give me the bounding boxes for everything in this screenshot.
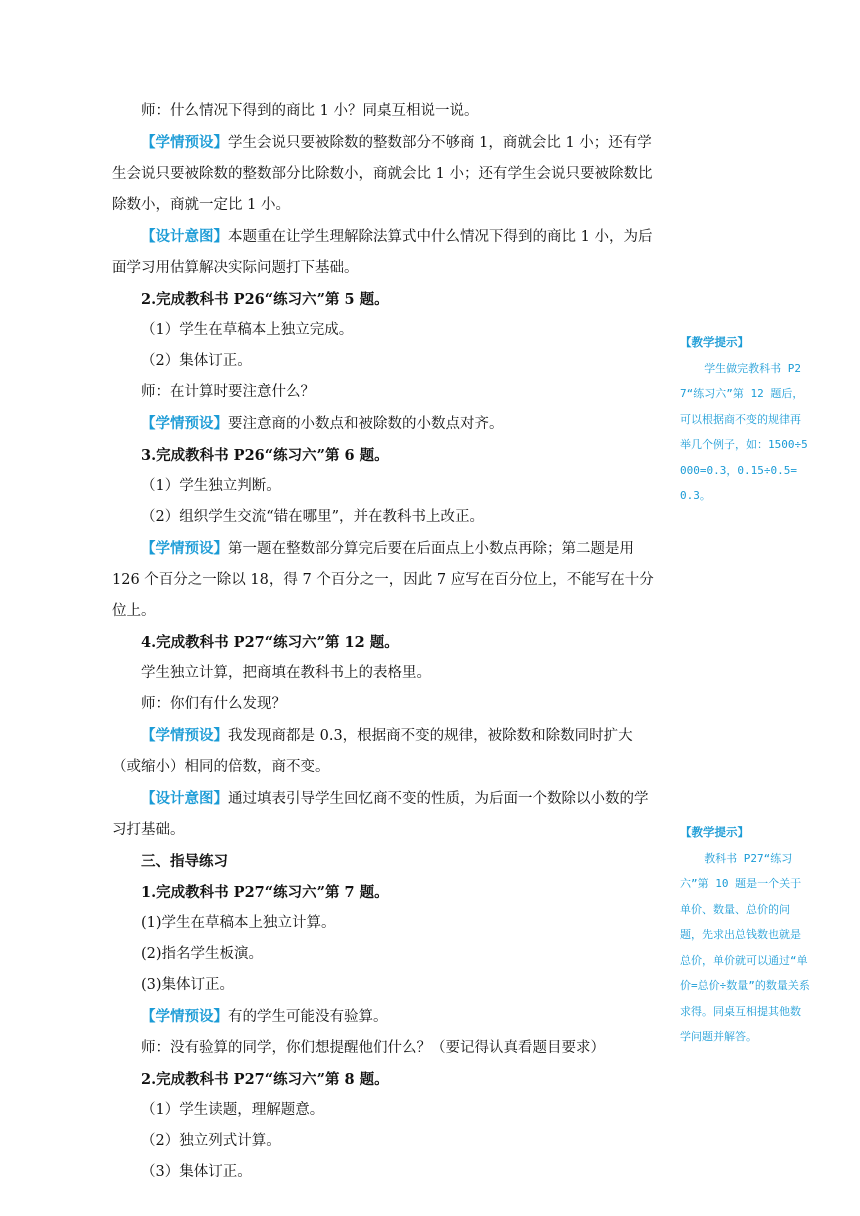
tip-body: 教科书 P27“练习六”第 10 题是一个关于单价、数量、总价的问题，先求出总钱数也就是总价，单价就可以通过“单价=总价÷数量”的数量关系求得。同桌互相提其他数学问题并解答。 [680,851,810,1043]
list-item: （2）组织学生交流“错在哪里”，并在教科书上改正。 [141,509,485,525]
tag-student-preview: 【学情预设】 [141,415,228,432]
teacher-question: 师：你们有什么发现？ [141,696,286,712]
list-item: （2）集体订正。 [141,353,252,369]
tag-student-preview: 【学情预设】 [141,1008,228,1025]
list-item: （1）学生在草稿本上独立完成。 [141,322,354,338]
exercise-heading: 1.完成教科书 P27“练习六”第 7 题。 [141,884,389,901]
main-content [112,96,660,1188]
paragraph: 【学情预设】第一题在整数部分算完后要在后面点上小数点再除；第二题是用 126 个百分之一除以 18，得 7 个百分之一，因此 7 应写在百分位上，不能写在十分位上。 [112,540,654,619]
exercise-heading: 3.完成教科书 P26“练习六”第 6 题。 [141,447,389,464]
teaching-tip-sidebar [680,330,810,509]
list-item: （1）学生读题，理解题意。 [141,1102,325,1118]
list-item: (3)集体订正。 [141,977,235,993]
tag-student-preview: 【学情预设】 [141,134,228,151]
tip-title: 【教学提示】 [680,335,749,349]
paragraph: 【学情预设】有的学生可能没有验算。 [141,1008,388,1025]
tag-student-preview: 【学情预设】 [141,540,228,557]
tip-body: 学生做完教科书 P27“练习六”第 12 题后，可以根据商不变的规律再举几个例子，如：1500÷5000=0.3，0.15÷0.5=0.3。 [680,361,808,502]
tag-student-preview: 【学情预设】 [141,727,228,744]
tip-title: 【教学提示】 [680,825,749,839]
paragraph: 【设计意图】本题重在让学生理解除法算式中什么情况下得到的商比 1 小，为后面学习用估算解决实际问题打下基础。 [112,228,653,276]
list-item: （1）学生独立判断。 [141,478,281,494]
list-item: （2）独立列式计算。 [141,1133,281,1149]
paragraph: 【学情预设】我发现商都是 0.3，根据商不变的规律，被除数和除数同时扩大（或缩小）相同的倍数，商不变。 [112,727,633,775]
exercise-heading: 2.完成教科书 P27“练习六”第 8 题。 [141,1071,389,1088]
tag-design-intent: 【设计意图】 [141,228,228,245]
exercise-heading: 4.完成教科书 P27“练习六”第 12 题。 [141,634,399,651]
teacher-question: 师：在计算时要注意什么？ [141,384,315,400]
exercise-heading: 2.完成教科书 P26“练习六”第 5 题。 [141,291,389,308]
teacher-question: 师：什么情况下得到的商比 1 小？同桌互相说一说。 [141,103,479,119]
teacher-question: 师：没有验算的同学，你们想提醒他们什么？（要记得认真看题目要求） [141,1040,605,1056]
paragraph: 【设计意图】通过填表引导学生回忆商不变的性质，为后面一个数除以小数的学习打基础。 [112,790,649,838]
teaching-tip-sidebar [680,820,810,1050]
paragraph: 【学情预设】学生会说只要被除数的整数部分不够商 1，商就会比 1 小；还有学生会说只要被除数的整数部分比除数小，商就会比 1 小；还有学生会说只要被除数比除数小，商就一定比 1 小。 [112,134,653,213]
tag-design-intent: 【设计意图】 [141,790,228,807]
section-heading: 三、指导练习 [141,853,228,870]
paragraph: 学生独立计算，把商填在教科书上的表格里。 [141,665,431,681]
list-item: （3）集体订正。 [141,1164,252,1180]
list-item: (1)学生在草稿本上独立计算。 [141,915,336,931]
list-item: (2)指名学生板演。 [141,946,264,962]
paragraph: 【学情预设】要注意商的小数点和被除数的小数点对齐。 [141,415,504,432]
